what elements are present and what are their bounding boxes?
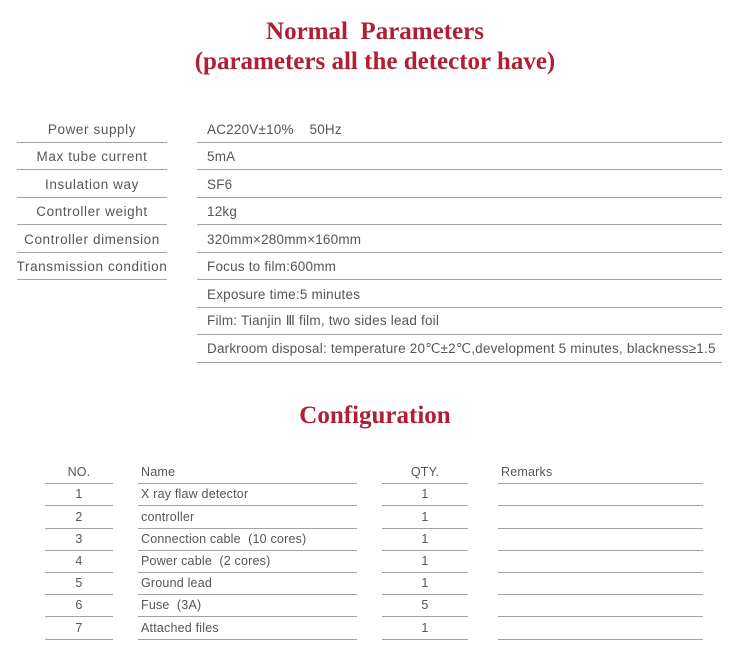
param-value: 320mm×280mm×160mm	[197, 225, 722, 253]
table-row	[45, 595, 703, 617]
cell-remarks	[498, 506, 703, 528]
cell-name: Connection cable (10 cores)	[138, 529, 357, 551]
cell-no: 6	[45, 595, 113, 617]
cell-name: Power cable (2 cores)	[138, 551, 357, 573]
configuration-title: Configuration	[299, 402, 451, 429]
table-row	[45, 506, 703, 528]
param-value: SF6	[197, 170, 722, 198]
column-header-no: NO.	[45, 462, 113, 484]
cell-no: 3	[45, 529, 113, 551]
column-header-name: Name	[138, 462, 357, 484]
cell-remarks	[498, 617, 703, 639]
cell-qty: 1	[382, 506, 468, 528]
parameters-value-column	[197, 115, 722, 363]
column-header-qty: QTY.	[382, 462, 468, 484]
table-row	[45, 551, 703, 573]
param-value: 12kg	[197, 198, 722, 226]
cell-remarks	[498, 573, 703, 595]
page-subtitle: (parameters all the detector have)	[194, 48, 556, 75]
param-label: Power supply	[17, 115, 167, 143]
cell-qty: 1	[382, 529, 468, 551]
configuration-table	[45, 462, 703, 640]
param-label: Transmission condition	[17, 253, 167, 281]
cell-remarks	[498, 551, 703, 573]
param-value: 5mA	[197, 143, 722, 171]
cell-qty: 5	[382, 595, 468, 617]
document-header	[0, 17, 750, 77]
cell-no: 4	[45, 551, 113, 573]
cell-remarks	[498, 484, 703, 506]
cell-name: Fuse (3A)	[138, 595, 357, 617]
param-label: Controller dimension	[17, 225, 167, 253]
table-row	[45, 573, 703, 595]
cell-qty: 1	[382, 551, 468, 573]
column-header-remarks: Remarks	[498, 462, 703, 484]
table-row	[45, 529, 703, 551]
cell-remarks	[498, 595, 703, 617]
cell-name: X ray flaw detector	[138, 484, 357, 506]
cell-name: Ground lead	[138, 573, 357, 595]
page-title: Normal Parameters	[266, 18, 484, 45]
param-label: Max tube current	[17, 143, 167, 171]
param-label: Controller weight	[17, 198, 167, 226]
param-value: Exposure time:5 minutes	[197, 280, 722, 308]
cell-qty: 1	[382, 484, 468, 506]
table-row	[45, 484, 703, 506]
param-value: Film: Tianjin Ⅲ film, two sides lead foil	[197, 308, 722, 336]
cell-no: 7	[45, 617, 113, 639]
cell-qty: 1	[382, 617, 468, 639]
cell-name: controller	[138, 506, 357, 528]
parameters-label-column	[17, 115, 167, 280]
param-value: AC220V±10% 50Hz	[197, 115, 722, 143]
cell-name: Attached files	[138, 617, 357, 639]
param-value: Darkroom disposal: temperature 20℃±2℃,development 5 minutes, blackness≥1.5	[197, 335, 722, 363]
table-row	[45, 617, 703, 639]
param-label: Insulation way	[17, 170, 167, 198]
configuration-header-row	[45, 462, 703, 484]
cell-no: 1	[45, 484, 113, 506]
cell-qty: 1	[382, 573, 468, 595]
cell-no: 2	[45, 506, 113, 528]
cell-no: 5	[45, 573, 113, 595]
cell-remarks	[498, 529, 703, 551]
param-value: Focus to film:600mm	[197, 253, 722, 281]
